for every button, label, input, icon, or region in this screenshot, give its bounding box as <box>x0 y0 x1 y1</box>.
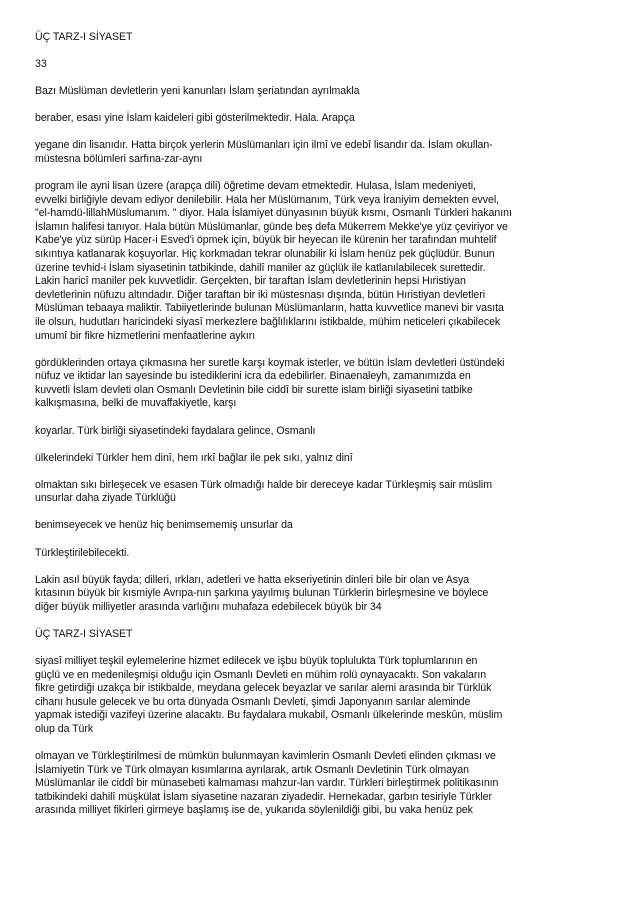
paragraph: siyasî milliyet teşkil eylemelerine hizmet edilecek ve işbu büyük toplulukta Türk toplumlarının en güçlü ve en medenileşmişi olduğu için Osmanlı Devleti en mühim rolü oynayacaktı. Son vakaların fikre getirdiği uzakça bir istikbalde, meydana gelecek beyazlar ve sarılar alemi arasında bir Türklük cihanı husule gelecek ve bu orta dünyada Osmanlı Devleti, şimdi Japonyanın sarılar aleminde yapmak istediği vazifeyi üzerine alacaktı. Bu faydalara mukabil, Osmanlı ülkelerinde meskûn, müslim olup da Türk <box>35 655 503 735</box>
paragraph: benimseyecek ve henüz hiç benimsememiş unsurlar da <box>35 519 293 532</box>
paragraph: gördüklerinden ortaya çıkmasına her suretle karşı koymak isterler, ve bütün İslam devletleri üstündeki nüfuz ve iktidar lan sayesinde bu istediklerini icra da edebilirler. Binaenaleyh, zamanımızda en kuvvetli İslam devleti olan Osmanlı Devletinin bile ciddî bir surette islam birliği siyasetini tatbike kalkışmasına, belki de muvaffakiyetle, karşı <box>35 356 505 410</box>
paragraph: ülkelerindeki Türkler hem dinî, hem ırkî bağlar ile pek sıkı, yalnız dinî <box>35 451 353 464</box>
paragraph: Bazı Müslüman devletlerin yeni kanunları İslam şeriatından ayrılmakla <box>35 85 360 98</box>
paragraph: koyarlar. Türk birliği siyasetindeki faydalara gelince, Osmanlı <box>35 424 316 437</box>
paragraph: yegane din lisanıdır. Hatta birçok yerlerin Müslümanları için ilmî ve edebî lisandır da. İslam okullan- müstesna bölümleri sarfına-zar-aynı <box>35 139 493 165</box>
running-header: ÜÇ TARZ-I SİYASET <box>35 31 133 43</box>
paragraph: beraber, esası yine İslam kaideleri gibi gösterilmektedir. Hala. Arapça <box>35 112 355 125</box>
paragraph: Lakin asıl büyük fayda; dilleri, ırkları, adetleri ve hatta ekseriyetinin dinleri bile bir olan ve Asya kıtasının büyük bir kısmiyle Avrıpa-nın şarkına yayılmış bulunan Türklerin birleşmesine ve böylece diğer büyük milliyetler arasında varlığını muhafaza edebilecek büyük bir 34 <box>35 573 489 613</box>
running-header: ÜÇ TARZ-I SİYASET <box>35 627 133 640</box>
paragraph: olmayan ve Türkleştirilmesi de mümkün bulunmayan kavimlerin Osmanlı Devleti elinden çıkması ve İslamiyetin Türk ve Türk olmayan kısımlarına ayrılarak, artık Osmanlı Devletinin Türk olmayan Müslümanlar ile ciddî bir münasebeti kalmaması mahzur-lan vardır. Türkleri birleştirmek politikasının tatbikindeki dahilî müşkülat İslam siyasetine nazaran ziyadedir. Hernekadar, garbın tesiriyle Türkler arasında milliyet fikirleri girmeye başlamış ise de, yukarıda söylenildiği gibi, bu vaka henüz pek <box>35 750 499 817</box>
paragraph: program ile ayni lisan üzere (arapça dili) öğretime devam etmektedir. Hulasa, İslam medeniyeti, evvelki birliğiyle devam ediyor denilebilir. Hala her Müslümanım, Türk veya İraniyim demekten evvel, "el-hamdü-lillahMüslumanım. " diyor. Hala İslamiyet dünyasının büyük kısmı, Osmanlı Türkleri hakanını İslamın halifesi tanıyor. Hala bütün Müslümanlar, günde beş defa Mükerrem Mekke'ye yüz çeviriyor ve Kabe'ye yüz sürüp Hacer-i Esved'i öpmek için, büyük bir heyecan ile kürenin her tarafından muhtelif sıkıntıya katlanarak koşuyorlar. Hiç korkmadan tekrar olunabilir ki İslam henüz pek güçlüdür. Bunun üzerine tevhid-i İslam siyasetinin tatbikinde, dahilî maniler az güçlük ile katlanılabilecek surettedir. Lakin haricî maniler pek kuvvetlidir. Gerçekten, bir taraftan İslam devletlerinin hepsi Hıristiyan devletlerinin nüfuzu altındadır. Diğer taraftan bir iki müstesnası dışında, bütün Hıristiyan devletleri Müslüman tebaaya maliktir. Tabiiyetlerinde bulunan Müslümanların, hatta kuvvetlice manevi bir vasıta ile olsun, hudutları haricindeki siyasî merkezlere bağlılıklarını istikbalde, mühim neticeleri çıkabilecek umumî bir fikre hizmetlerini menfaatlerine aykırı <box>35 180 512 342</box>
paragraph: olmaktan sıkı birleşecek ve esasen Türk olmadığı halde bir dereceye kadar Türkleşmiş sair müslim unsurlar daha ziyade Türklüğü <box>35 478 493 505</box>
paragraph: Türkleştirilebilecekti. <box>35 546 130 559</box>
page-number: 33 <box>35 58 47 71</box>
